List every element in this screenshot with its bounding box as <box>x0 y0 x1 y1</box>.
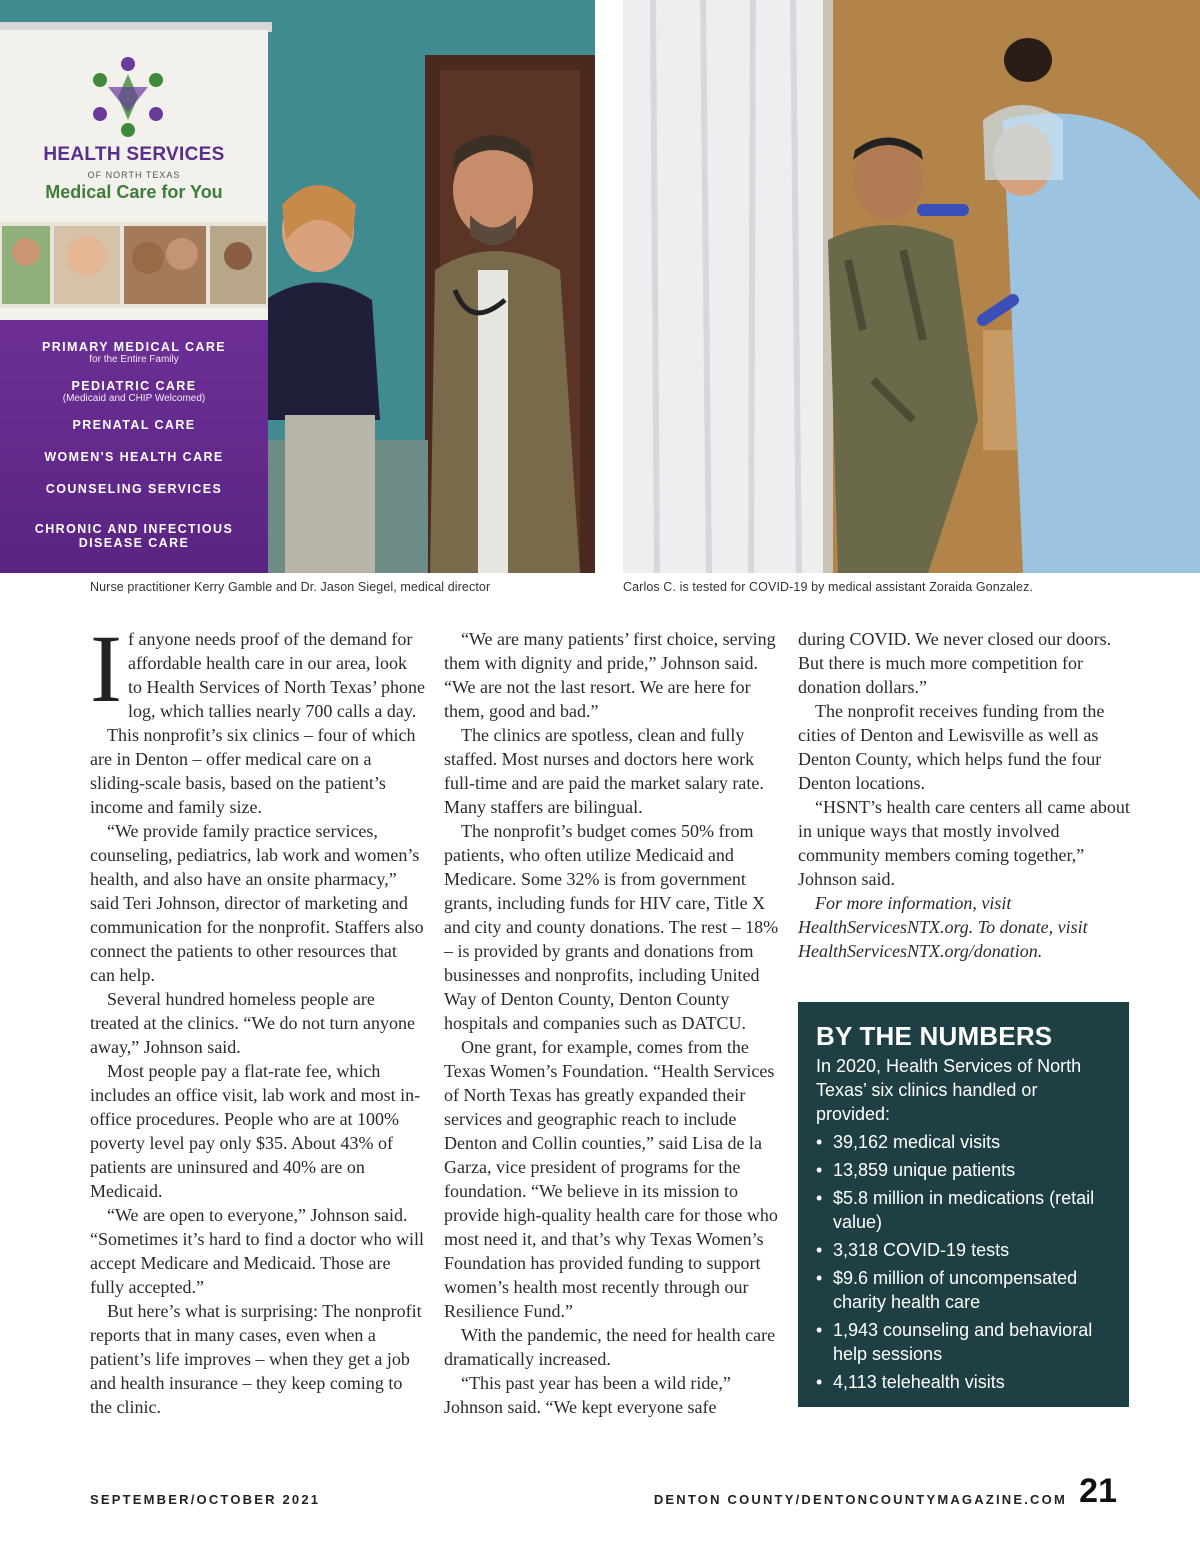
article-paragraph: “We are open to everyone,” Johnson said. “Sometimes it’s hard to find a doctor who will accept Medicare and Medicaid. Those are fully accepted.” <box>90 1205 424 1297</box>
banner-service-item: DISEASE CARE <box>78 536 190 550</box>
stats-item: • $9.6 million of uncompensated charity health care <box>816 1266 1111 1314</box>
stats-item: • 13,859 unique patients <box>816 1158 1111 1182</box>
stats-item: • 3,318 COVID-19 tests <box>816 1238 1111 1262</box>
article-paragraph: This nonprofit’s six clinics – four of which are in Denton – offer medical care on a sliding-scale basis, based on the patient’s income and family size. <box>90 725 416 817</box>
banner-service-item: WOMEN'S HEALTH CARE <box>44 450 224 464</box>
article-paragraph: With the pandemic, the need for health care dramatically increased. <box>444 1325 776 1369</box>
drop-cap: I <box>90 615 122 722</box>
stats-item: • $5.8 million in medications (retail value) <box>816 1186 1111 1234</box>
page-number: 21 <box>1079 1472 1117 1510</box>
article-paragraph: Most people pay a flat-rate fee, which includes an office visit, lab work and most in-office procedures. People who are at 100% poverty level pay only $35. About 43% of patients are uninsured and 40% are on Medicaid. <box>90 1061 421 1201</box>
banner-service-item: PRIMARY MEDICAL CARE <box>41 340 227 354</box>
article-paragraph: during COVID. We never closed our doors. But there is much more competition for donation dollars.” <box>798 629 1112 697</box>
stats-intro: In 2020, Health Services of North Texas’ six clinics handled or provided: <box>816 1056 1082 1124</box>
article-paragraph: “We provide family practice services, counseling, pediatrics, lab work and women’s health, and also have an onsite pharmacy,” said Teri Johnson, director of marketing and communication for the nonprofit. Staffers also connect the patients to other resources that can help. <box>90 821 424 985</box>
stats-item: • 1,943 counseling and behavioral help sessions <box>816 1318 1111 1366</box>
footer-publication: DENTON COUNTY/DENTONCOUNTYMAGAZINE.COM <box>653 1492 1067 1507</box>
banner-service-item: PRENATAL CARE <box>72 418 196 432</box>
article-paragraph: The clinics are spotless, clean and fully staffed. Most nurses and doctors here work full-time and are paid the market salary rate. Many staffers are bilingual. <box>444 725 764 817</box>
by-the-numbers-box <box>798 1002 1129 1407</box>
banner-services-list <box>0 340 268 550</box>
article-paragraph: One grant, for example, comes from the Texas Women’s Foundation. “Health Services of North Texas has greatly expanded their services and geographic reach to include Denton and Collin counties,” said Lisa de la Garza, vice president of programs for the foundation. “We believe in its mission to provide high-quality health care for those who most need it, and that’s why Texas Women’s Foundation has provided funding to support women’s health most recently through our Resilience Fund.” <box>444 1037 778 1321</box>
article-paragraph: f anyone needs proof of the demand for affordable health care in our area, look to Health Services of North Texas’ phone log, which tallies nearly 700 calls a day. <box>127 629 425 721</box>
article-paragraph: The nonprofit receives funding from the cities of Denton and Lewisville as well as Denton County, which helps fund the four Denton locations. <box>798 701 1105 793</box>
article-paragraph: “This past year has been a wild ride,” Johnson said. “We kept everyone safe <box>444 1373 731 1417</box>
banner-service-sub: (Medicaid and CHIP Welcomed) <box>62 393 206 404</box>
footer-issue-date: SEPTEMBER/OCTOBER 2021 <box>90 1492 321 1507</box>
people-circle-logo-icon <box>78 52 178 142</box>
banner-family-photos <box>0 222 268 308</box>
photo-caption-left: Nurse practitioner Kerry Gamble and Dr. Jason Siegel, medical director <box>90 580 491 594</box>
banner-org-subtitle: OF NORTH TEXAS <box>87 170 181 180</box>
stats-item: • 39,162 medical visits <box>816 1130 1111 1154</box>
more-info-note: For more information, visit HealthServicesNTX.org. To donate, visit HealthServicesNTX.org/donation. <box>798 893 1088 961</box>
banner-service-item: CHRONIC AND INFECTIOUS <box>34 522 234 536</box>
photo-covid-test <box>623 0 1200 573</box>
photo-covid-test-scene <box>623 0 1200 573</box>
article-column-1 <box>90 615 425 1419</box>
stats-title: BY THE NUMBERS <box>816 1021 1053 1051</box>
banner-org-title: HEALTH SERVICES <box>43 144 225 165</box>
article-paragraph: Several hundred homeless people are treated at the clinics. “We do not turn anyone away,” Johnson said. <box>90 989 415 1057</box>
banner-service-item: COUNSELING SERVICES <box>45 482 223 496</box>
article-column-3 <box>798 627 1133 963</box>
stats-list <box>816 1130 1111 1394</box>
clinic-banner <box>0 22 268 573</box>
photo-caption-right: Carlos C. is tested for COVID-19 by medical assistant Zoraida Gonzalez. <box>623 580 1034 594</box>
stats-item: • 4,113 telehealth visits <box>816 1370 1111 1394</box>
banner-service-item: PEDIATRIC CARE <box>71 379 197 393</box>
article-paragraph: “HSNT’s health care centers all came about in unique ways that mostly involved community members coming together,” Johnson said. <box>798 797 1130 889</box>
article-paragraph: “We are many patients’ first choice, serving them with dignity and pride,” Johnson said. “We are not the last resort. We are here for them, good and bad.” <box>444 629 776 721</box>
banner-tagline: Medical Care for You <box>45 182 223 202</box>
photo-clinic-staff <box>0 0 595 573</box>
article-column-2 <box>444 627 779 1419</box>
article-paragraph: But here’s what is surprising: The nonprofit reports that in many cases, even when a patient’s life improves – when they get a job and health insurance – they keep coming to the clinic. <box>90 1301 422 1417</box>
article-paragraph: The nonprofit’s budget comes 50% from patients, who often utilize Medicaid and Medicare. Some 32% is from government grants, including funds for HIV care, Title X and city and county donations. The rest – 18% – is provided by grants and donations from businesses and nonprofits, including United Way of Denton County, Denton County hospitals and companies such as DATCU. <box>444 821 779 1033</box>
banner-service-sub: for the Entire Family <box>89 354 179 365</box>
